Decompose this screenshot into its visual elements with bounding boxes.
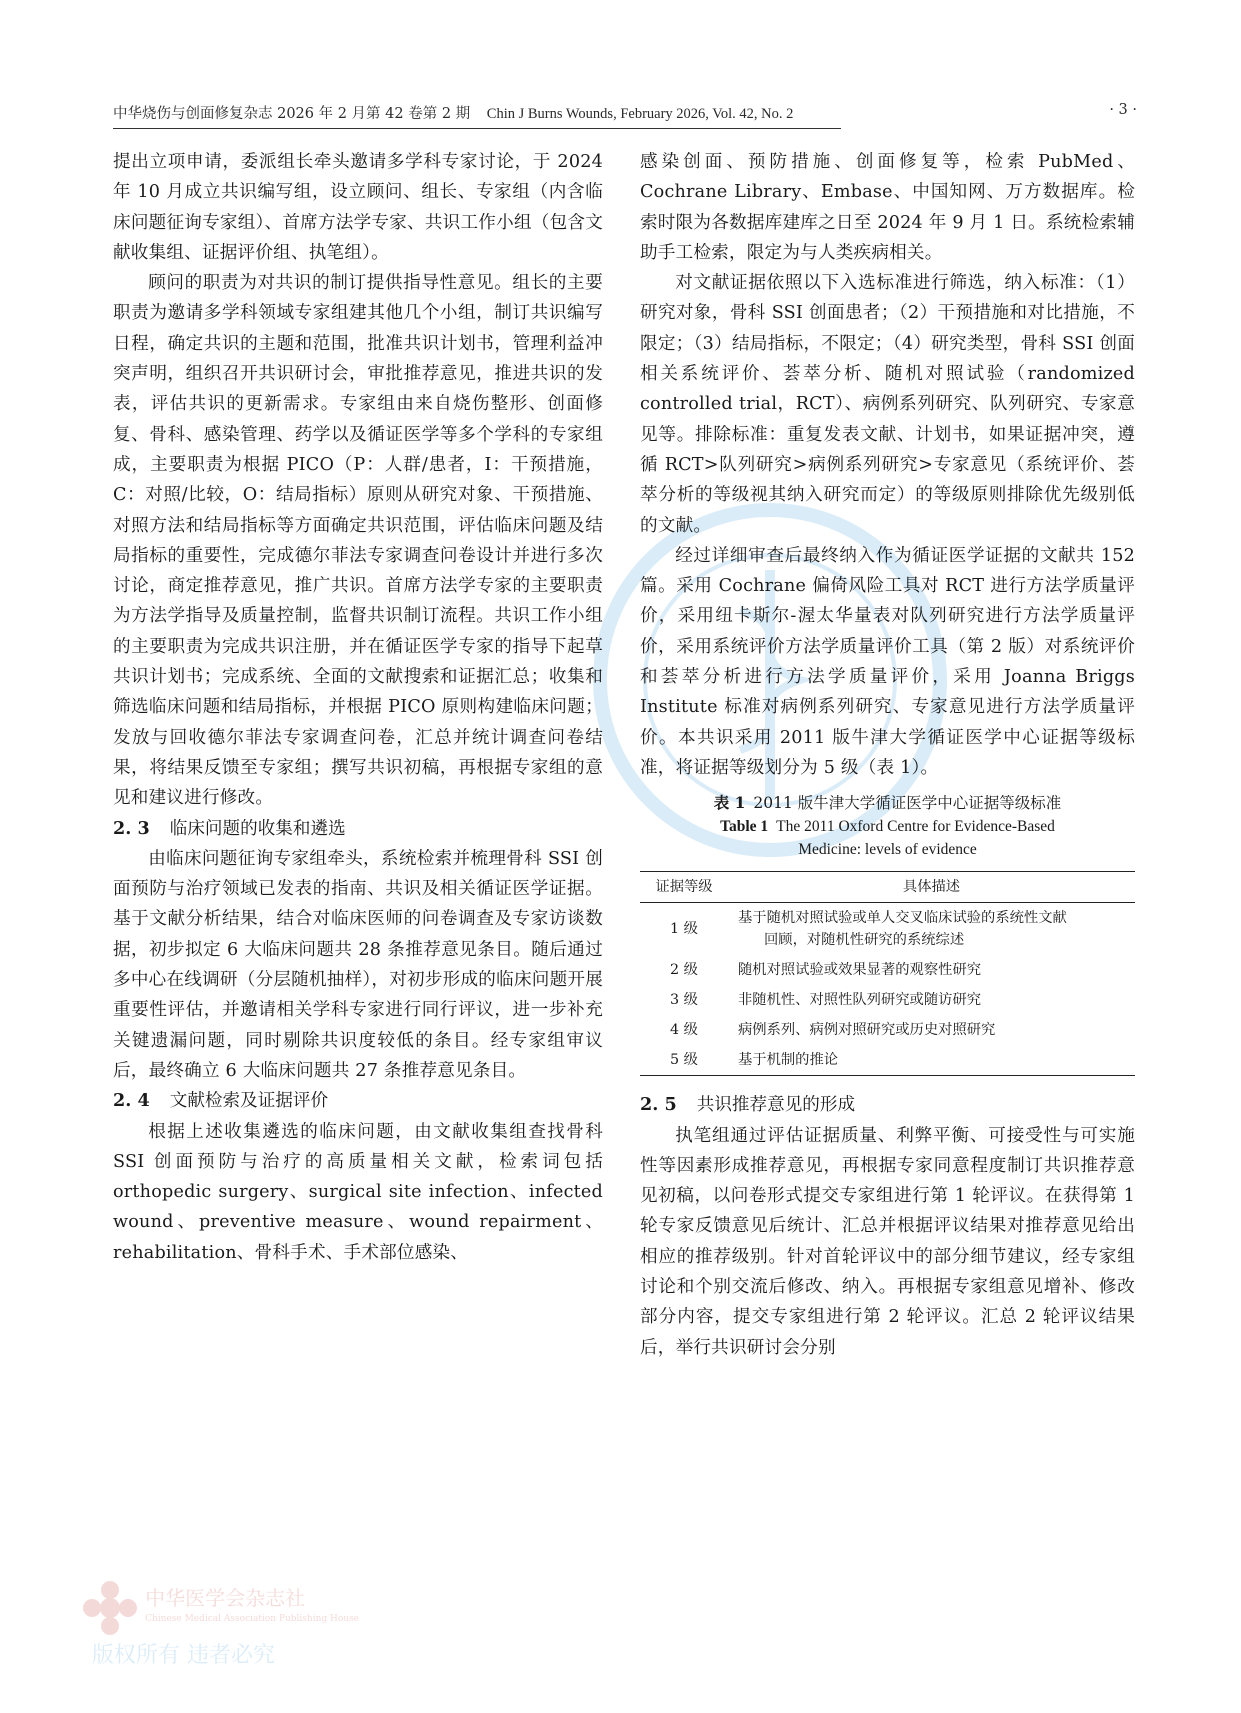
journal-title-cn: 中华烧伤与创面修复杂志 2026 年 2 月第 42 卷第 2 期: [113, 106, 471, 122]
table-row: [640, 1045, 1135, 1076]
section-title: 临床问题的收集和遴选: [169, 818, 346, 839]
paragraph: 执笔组通过评估证据质量、利弊平衡、可接受性与可实施性等因素形成推荐意见，再根据专家同意程度制订共识推荐意见初稿，以问卷形式提交专家组进行第 1 轮评议。在获得第 1 轮专家反馈意见后统计、汇总并根据评议结果对推荐意见给出相应的推荐级别。针对首轮评议中的部分细节建议，经专家组讨论和个别交流后修改、纳入。再根据专家组意见增补、修改部分内容，提交专家组进行第 2 轮评议。汇总 2 轮评议结果后，举行共识研讨会分别: [640, 1125, 1135, 1358]
running-header: [113, 102, 1137, 123]
journal-title-en: Chin J Burns Wounds, February 2026, Vol. 42, No. 2: [486, 106, 794, 122]
section-number: 2. 5: [640, 1094, 677, 1116]
column-header-desc: 具体描述: [902, 879, 961, 896]
table-cell-desc: 随机对照试验或效果显著的观察性研究: [738, 962, 982, 979]
right-column: [640, 147, 1135, 1363]
paragraph: 对文献证据依照以下入选标准进行筛选，纳入标准：（1）研究对象，骨科 SSI 创面患者；（2）干预措施和对比措施，不限定；（3）结局指标，不限定；（4）研究类型，骨科 SSI 创面相关系统评价、荟萃分析、随机对照试验（randomized controlled trial，RCT）、病例系列研究、队列研究、专家意见等。排除标准：重复发表文献、计划书，如果证据冲突，遵循 RCT>队列研究>病例系列研究>专家意见（系统评价、荟萃分析的等级视其纳入研究而定）的等级原则排除优先级别低的文献。: [640, 273, 1135, 536]
table-row: [640, 955, 1135, 985]
publisher-name-en: Chinese Medical Association Publishing House: [145, 1613, 360, 1624]
table-row: [640, 1015, 1135, 1045]
publisher-watermark: [80, 1578, 540, 1668]
paragraph: 根据上述收集遴选的临床问题，由文献收集组查找骨科 SSI 创面预防与治疗的高质量相关文献，检索词包括 orthopedic surgery、surgical site infection、infected wound、preventive measure、wound repairment、rehabilitation、骨科手术、手术部位感染、: [113, 1121, 603, 1263]
table-1: [640, 791, 1135, 1076]
header-rule: [113, 128, 841, 129]
publisher-flower-icon: [80, 1578, 140, 1638]
table-cell-level: 5 级: [670, 1052, 698, 1069]
table-cell-level: 2 级: [670, 962, 698, 979]
paragraph: 顾问的职责为对共识的制订提供指导性意见。组长的主要职责为邀请多学科领域专家组建其他几个小组，制订共识编写日程，确定共识的主题和范围，批准共识计划书，管理利益冲突声明，组织召开共识研讨会，审批推荐意见，推进共识的发表，评估共识的更新需求。专家组由来自烧伤整形、创面修复、骨科、感染管理、药学以及循证医学等多个学科的专家组成，主要职责为根据 PICO（P：人群/患者，I：干预措施，C：对照/比较，O：结局指标）原则从研究对象、干预措施、对照方法和结局指标等方面确定共识范围，评估临床问题及结局指标的重要性，完成德尔菲法专家调查问卷设计并进行多次讨论，商定推荐意见，推广共识。首席方法学专家的主要职责为方法学指导及质量控制，监督共识制订流程。共识工作小组的主要职责为完成共识注册，并在循证医学专家的指导下起草共识计划书；完成系统、全面的文献搜索和证据汇总；收集和筛选临床问题和结局指标，并根据 PICO 原则构建临床问题；发放与回收德尔菲法专家调查问卷，汇总并统计调查问卷结果，将结果反馈至专家组；撰写共识初稿，再根据专家组的意见和建议进行修改。: [113, 273, 603, 809]
paragraph: 经过详细审查后最终纳入作为循证医学证据的文献共 152 篇。采用 Cochrane 偏倚风险工具对 RCT 进行方法学质量评价，采用纽卡斯尔-渥太华量表对队列研究进行方法学质量评价，采用系统评价方法学质量评价工具（第 2 版）对系统评价和荟萃分析进行方法学质量评价，采用 Joanna Briggs Institute 标准对病例系列研究、专家意见进行方法学质量评价。本共识采用 2011 版牛津大学循证医学中心证据等级标准，将证据等级划分为 5 级（表 1）。: [640, 545, 1135, 778]
table-cell-desc: 基于随机对照试验或单人交叉临床试验的系统性文献 回顾，对随机性研究的系统综述: [738, 910, 1067, 949]
column-header-level: 证据等级: [655, 879, 713, 896]
section-title: 文献检索及证据评价: [169, 1091, 329, 1112]
table-row: [640, 985, 1135, 1015]
table-cell-desc: 基于机制的推论: [738, 1052, 839, 1069]
page-number: · 3 ·: [1109, 102, 1137, 118]
section-number: 2. 4: [113, 1090, 150, 1112]
publisher-name: 中华医学会杂志社: [145, 1585, 306, 1610]
table-cell-desc: 非随机性、对照性队列研究或随访研究: [738, 992, 982, 1009]
table-caption-cn: 表 1 2011 版牛津大学循证医学中心证据等级标准: [713, 793, 1062, 813]
section-heading-2-4: [113, 1086, 603, 1116]
table-cell-level: 1 级: [670, 921, 698, 938]
table-cell-desc: 病例系列、病例对照研究或历史对照研究: [738, 1022, 996, 1039]
paragraph: 感染创面、预防措施、创面修复等，检索 PubMed、Cochrane Library、Embase、中国知网、万方数据库。检索时限为各数据库建库之日至 2024 年 9 月 1 日。系统检索辅助手工检索，限定为与人类疾病相关。: [640, 152, 1135, 263]
table-cell-level: 4 级: [670, 1022, 698, 1039]
table-caption-en: Table 1 The 2011 Oxford Centre for Evidence-Based: [720, 818, 1055, 836]
section-heading-2-5: [640, 1090, 1135, 1120]
table-cell-level: 3 级: [670, 992, 698, 1009]
left-column: [113, 147, 603, 1268]
section-heading-2-3: [113, 814, 603, 844]
table-caption-en-line2: Medicine: levels of evidence: [798, 841, 977, 859]
table-header-row: [640, 872, 1135, 903]
section-title: 共识推荐意见的形成: [696, 1095, 856, 1116]
paragraph: 提出立项申请，委派组长牵头邀请多学科专家讨论，于 2024 年 10 月成立共识编写组，设立顾问、组长、专家组（内含临床问题征询专家组）、首席方法学专家、共识工作小组（包含文献收集组、证据评价组、执笔组）。: [113, 152, 603, 263]
table-row: [640, 903, 1135, 956]
section-number: 2. 3: [113, 817, 150, 839]
paragraph: 由临床问题征询专家组牵头，系统检索并梳理骨科 SSI 创面预防与治疗领域已发表的指南、共识及相关循证医学证据。基于文献分析结果，结合对临床医师的问卷调查及专家访谈数据，初步拟定 6 大临床问题共 28 条推荐意见条目。随后通过多中心在线调研（分层随机抽样），对初步形成的临床问题开展重要性评估，并邀请相关学科专家进行同行评议，进一步补充关键遗漏问题，同时剔除共识度较低的条目。经专家组审议后，最终确立 6 大临床问题共 27 条推荐意见条目。: [113, 848, 603, 1081]
copyright-notice: 版权所有 违者必究: [92, 1643, 275, 1668]
evidence-table: [640, 871, 1135, 1076]
